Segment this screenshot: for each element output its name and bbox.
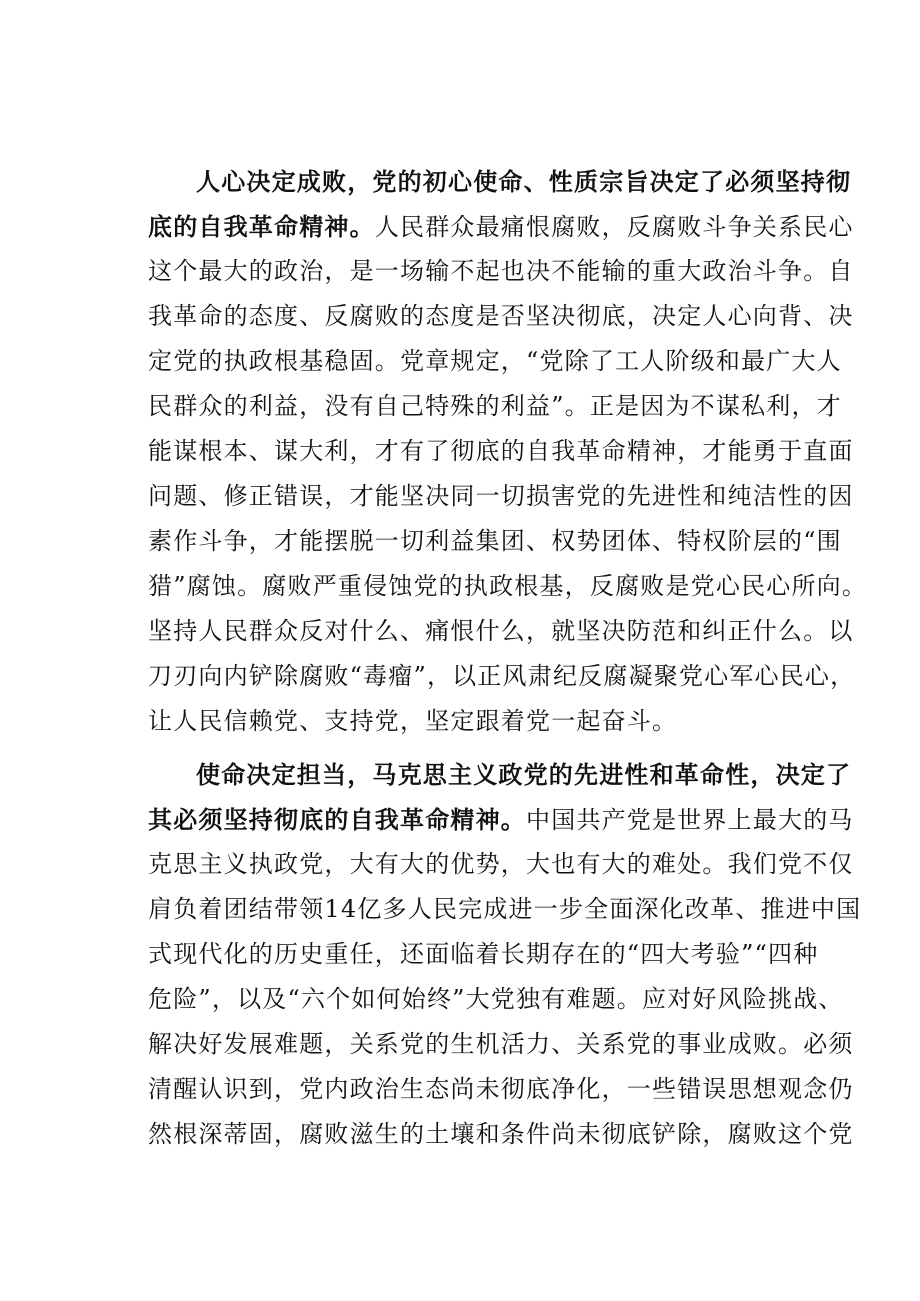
paragraph-line — [148, 887, 862, 932]
paragraph-line — [148, 384, 842, 429]
paragraph-line — [148, 1067, 854, 1112]
paragraph-line — [148, 699, 798, 744]
paragraph-line — [148, 474, 854, 519]
body-text: 肩负着团结带领14亿多人民完成进一步全面深化改革、推进中国 — [148, 895, 862, 923]
body-text: 人民群众最痛恨腐败，反腐败斗争关系民心 — [374, 213, 854, 241]
bold-lead-text: 使命决定担当，马克思主义政党的先进性和革命性，决定了 — [196, 760, 852, 789]
paragraph-line — [148, 797, 854, 842]
paragraph-line — [148, 564, 868, 609]
body-text: 让人民信赖党、支持党，坚定跟着党一起奋斗。 — [148, 707, 678, 735]
body-text: 然根深蒂固，腐败滋生的土壤和条件尚未彻底铲除，腐败这个党 — [148, 1120, 854, 1148]
paragraph-line — [148, 609, 854, 654]
paragraph-line — [148, 294, 854, 339]
paragraph-line — [148, 842, 854, 887]
body-text: 解决好发展难题，关系党的生机活力、关系党的事业成败。必须 — [148, 1030, 854, 1058]
paragraph-line — [148, 204, 854, 249]
body-text: 中国共产党是世界上最大的马 — [526, 806, 854, 834]
body-text: 克思主义执政党，大有大的优势，大也有大的难处。我们党不仅 — [148, 850, 854, 878]
body-text: 这个最大的政治，是一场输不起也决不能输的重大政治斗争。自 — [148, 257, 854, 285]
paragraph-2 — [148, 752, 862, 1157]
body-text: 猎”腐蚀。腐败严重侵蚀党的执政根基，反腐败是党心民心所向。 — [148, 572, 868, 600]
body-text: 清醒认识到，党内政治生态尚未彻底净化，一些错误思想观念仍 — [148, 1075, 854, 1103]
paragraph-line — [148, 339, 842, 384]
body-text: 我革命的态度、反腐败的态度是否坚决彻底，决定人心向背、决 — [148, 302, 854, 330]
paragraph-1 — [148, 159, 868, 744]
body-text: 能谋根本、谋大利，才有了彻底的自我革命精神，才能勇于直面 — [148, 437, 854, 465]
paragraph-line — [148, 429, 854, 474]
paragraph-line — [148, 654, 856, 699]
paragraph-line — [148, 249, 854, 294]
body-text: 素作斗争，才能摆脱一切利益集团、权势团体、特权阶层的“围 — [148, 527, 842, 555]
paragraph-line — [148, 159, 852, 204]
body-text: 式现代化的历史重任，还面临着长期存在的“四大考验”“四种 — [148, 940, 819, 968]
body-text: 危险”，以及“六个如何始终”大党独有难题。应对好风险挑战、 — [148, 985, 844, 1013]
paragraph-line — [148, 519, 842, 564]
body-text: 问题、修正错误，才能坚决同一切损害党的先进性和纯洁性的因 — [148, 482, 854, 510]
bold-lead-text: 其必须坚持彻底的自我革命精神。 — [148, 805, 526, 834]
body-text: 坚持人民群众反对什么、痛恨什么，就坚决防范和纠正什么。以 — [148, 617, 854, 645]
paragraph-spacer — [148, 744, 798, 752]
body-text: 定党的执政根基稳固。党章规定，“党除了工人阶级和最广大人 — [148, 347, 842, 375]
paragraph-line — [148, 1112, 854, 1157]
body-text: 民群众的利益，没有自己特殊的利益”。正是因为不谋私利，才 — [148, 392, 842, 420]
paragraph-line — [148, 752, 852, 797]
paragraph-line — [148, 1022, 854, 1067]
document-body — [148, 159, 868, 1157]
body-text: 刀刃向内铲除腐败“毒瘤”，以正风肃纪反腐凝聚党心军心民心， — [148, 662, 856, 690]
bold-lead-text: 人心决定成败，党的初心使命、性质宗旨决定了必须坚持彻 — [196, 167, 852, 196]
paragraph-line — [148, 932, 819, 977]
paragraph-line — [148, 977, 844, 1022]
bold-lead-text: 底的自我革命精神。 — [148, 212, 375, 241]
